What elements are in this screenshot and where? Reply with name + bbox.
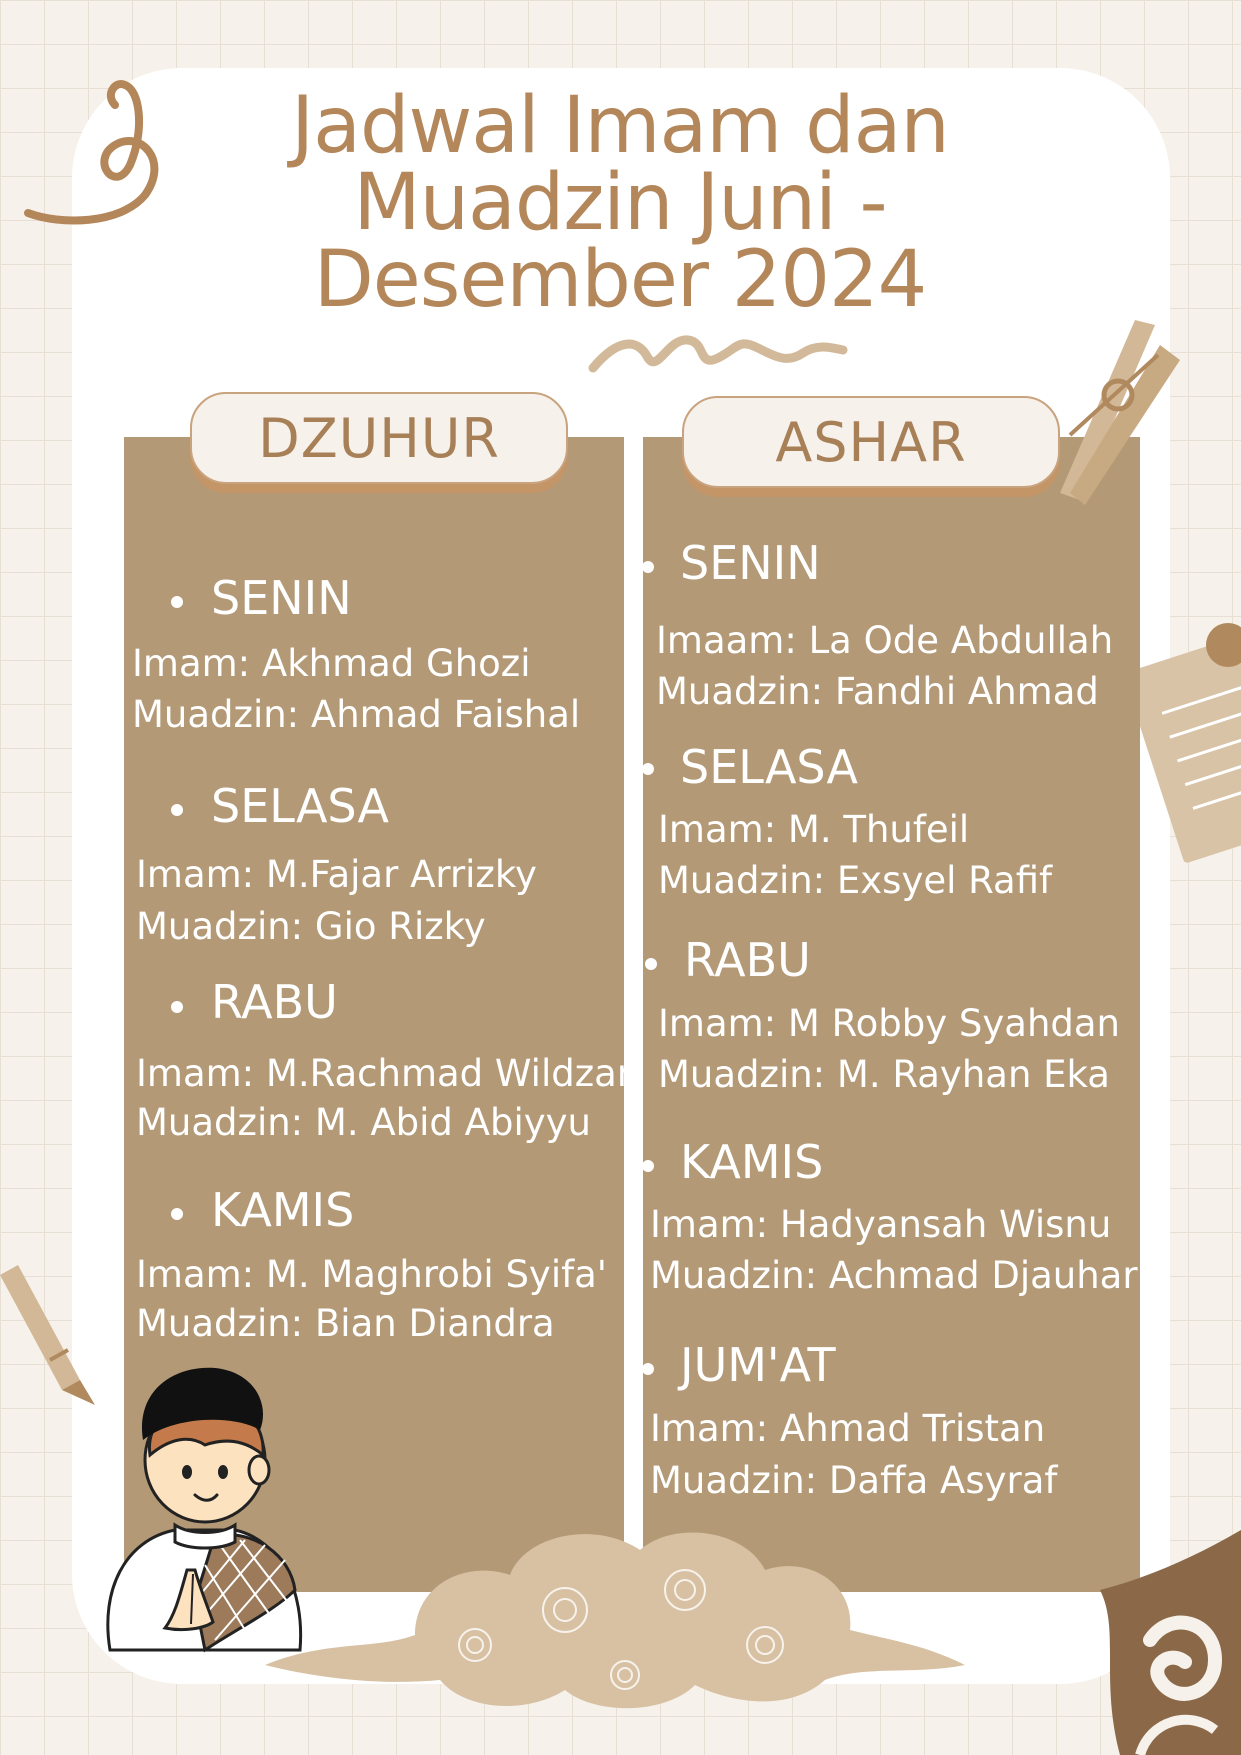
- swirl-doodle-icon: [20, 75, 160, 245]
- note-paper-icon: [1130, 615, 1241, 885]
- ashar-day-kamis: KAMIS: [680, 1135, 824, 1189]
- bullet-dot: [645, 958, 657, 970]
- ashar-kamis-imam: Imam: Hadyansah Wisnu: [650, 1203, 1112, 1246]
- pencil-icon: [0, 1265, 100, 1405]
- dzuhur-day-kamis: KAMIS: [211, 1183, 355, 1237]
- dzuhur-day-selasa: SELASA: [211, 779, 389, 833]
- page-title: Jadwal Imam dan Muadzin Juni - Desember 2024: [291, 81, 949, 325]
- bullet-dot: [642, 763, 654, 775]
- ashar-day-rabu: RABU: [684, 933, 811, 987]
- ashar-senin-muadzin: Muadzin: Fandhi Ahmad: [656, 670, 1099, 713]
- clothespin-icon: [1040, 315, 1190, 505]
- boy-praying-illustration: [95, 1360, 310, 1660]
- bullet-dot: [171, 596, 183, 608]
- dzuhur-rabu-imam: Imam: M.Rachmad Wildzan: [136, 1052, 641, 1095]
- ashar-selasa-muadzin: Muadzin: Exsyel Rafif: [658, 859, 1053, 902]
- bullet-dot: [171, 1001, 183, 1013]
- cloud-ornament-icon: [265, 1515, 965, 1720]
- dzuhur-selasa-muadzin: Muadzin: Gio Rizky: [136, 905, 486, 948]
- dzuhur-header: DZUHUR: [190, 392, 568, 484]
- corner-ornament-icon: [1040, 1530, 1241, 1755]
- bullet-dot: [642, 561, 654, 573]
- dzuhur-selasa-imam: Imam: M.Fajar Arrizky: [136, 853, 537, 896]
- dzuhur-senin-imam: Imam: Akhmad Ghozi: [132, 642, 531, 685]
- ashar-header: ASHAR: [682, 396, 1060, 488]
- bullet-dot: [642, 1160, 654, 1172]
- dzuhur-kamis-imam: Imam: M. Maghrobi Syifa': [136, 1253, 607, 1296]
- ashar-senin-imam: Imaam: La Ode Abdullah: [656, 619, 1114, 662]
- ashar-jumat-imam: Imam: Ahmad Tristan: [650, 1407, 1046, 1450]
- dzuhur-senin-muadzin: Muadzin: Ahmad Faishal: [132, 693, 581, 736]
- bullet-dot: [171, 1208, 183, 1220]
- bullet-dot: [642, 1363, 654, 1375]
- ashar-rabu-imam: Imam: M Robby Syahdan: [658, 1002, 1121, 1045]
- ashar-selasa-imam: Imam: M. Thufeil: [658, 808, 970, 851]
- dzuhur-rabu-muadzin: Muadzin: M. Abid Abiyyu: [136, 1101, 592, 1144]
- ashar-day-selasa: SELASA: [680, 740, 858, 794]
- ashar-jumat-muadzin: Muadzin: Daffa Asyraf: [650, 1459, 1058, 1502]
- bullet-dot: [171, 804, 183, 816]
- ashar-day-jumat: JUM'AT: [680, 1338, 836, 1392]
- ashar-kamis-muadzin: Muadzin: Achmad Djauhar: [650, 1254, 1138, 1297]
- dzuhur-kamis-muadzin: Muadzin: Bian Diandra: [136, 1302, 555, 1345]
- ashar-rabu-muadzin: Muadzin: M. Rayhan Eka: [658, 1053, 1110, 1096]
- dzuhur-day-senin: SENIN: [211, 571, 352, 625]
- squiggle-underline-icon: [588, 328, 848, 378]
- dzuhur-day-rabu: RABU: [211, 975, 338, 1029]
- ashar-day-senin: SENIN: [680, 536, 821, 590]
